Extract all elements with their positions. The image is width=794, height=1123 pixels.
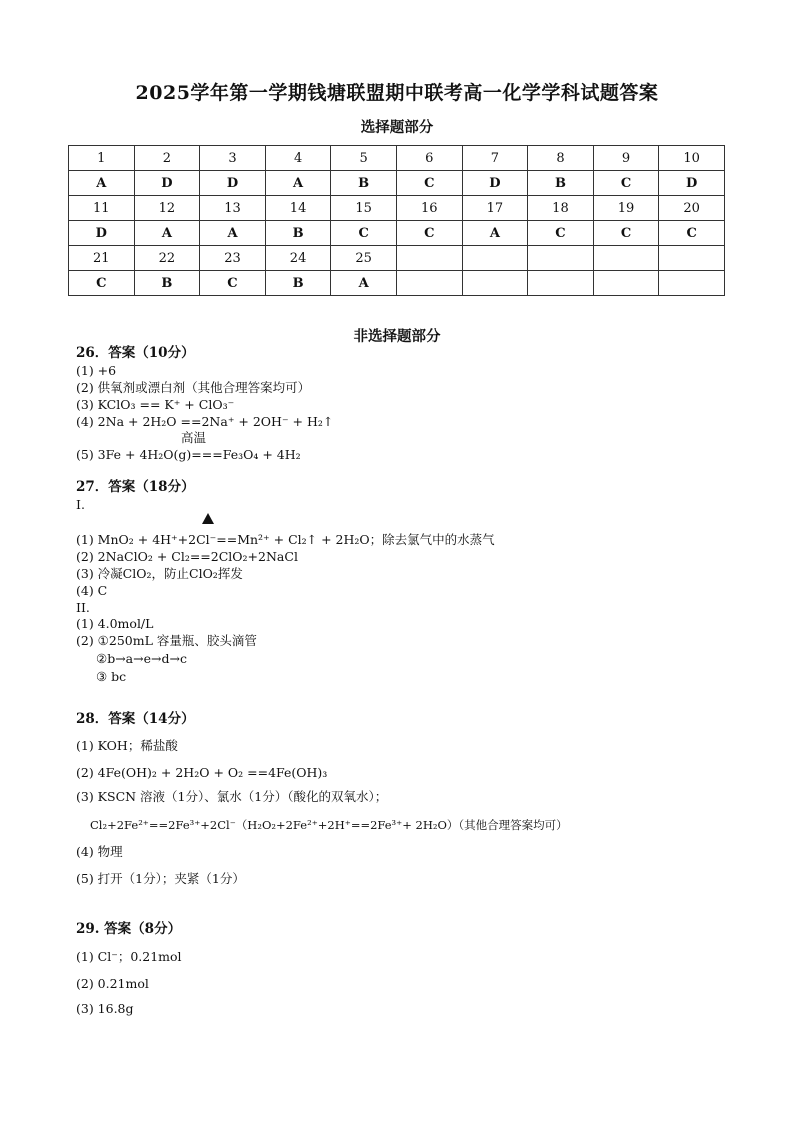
answer-cell: A [69, 171, 135, 196]
question-number-cell: 9 [593, 146, 659, 171]
question-number-cell: 3 [200, 146, 266, 171]
question-number-cell: 2 [134, 146, 200, 171]
q26-answer-4: (4) 2Na + 2H₂O ==2Na⁺ + 2OH⁻ + H₂↑ [76, 414, 334, 429]
question-number-cell: 13 [200, 196, 266, 221]
question-number-cell: 14 [265, 196, 331, 221]
q29-answer-3: (3) 16.8g [76, 1001, 134, 1016]
answer-cell [528, 271, 594, 296]
question-number-cell: 17 [462, 196, 528, 221]
answer-row [69, 171, 725, 196]
q27-part-1: I. [76, 497, 85, 512]
q28-header: 28．答案（14分） [76, 711, 195, 727]
answer-cell: A [200, 221, 266, 246]
question-number-cell: 10 [659, 146, 725, 171]
question-number-cell: 19 [593, 196, 659, 221]
q28-answer-3-equation: Cl₂+2Fe²⁺==2Fe³⁺+2Cl⁻（H₂O₂+2Fe²⁺+2H⁺==2Fe³⁺+ 2H₂O）（其他合理答案均可） [90, 818, 568, 832]
answer-row [69, 271, 725, 296]
question-number-cell: 18 [528, 196, 594, 221]
question-number-row [69, 196, 725, 221]
answer-cell: A [331, 271, 397, 296]
answer-cell: D [200, 171, 266, 196]
question-number-cell: 16 [396, 196, 462, 221]
answer-cell: B [331, 171, 397, 196]
answer-cell: C [331, 221, 397, 246]
q29-header: 29. 答案（8分） [76, 921, 182, 937]
question-number-cell [528, 246, 594, 271]
answer-cell: C [200, 271, 266, 296]
q27-answer-3: (3) 冷凝ClO₂，防止ClO₂挥发 [76, 566, 243, 581]
answer-cell: D [462, 171, 528, 196]
choice-answer-table [68, 145, 725, 296]
q27-answer-5: (1) 4.0mol/L [76, 616, 154, 631]
q29-answer-2: (2) 0.21mol [76, 976, 149, 991]
question-number-cell: 20 [659, 196, 725, 221]
q26-reaction-condition: 高温 [181, 430, 207, 445]
answer-cell: C [528, 221, 594, 246]
question-number-cell [462, 246, 528, 271]
q29-answer-1: (1) Cl⁻；0.21mol [76, 949, 182, 964]
answer-cell: B [265, 271, 331, 296]
question-number-cell [593, 246, 659, 271]
question-number-cell [396, 246, 462, 271]
answer-cell: D [69, 221, 135, 246]
q28-answer-3: (3) KSCN 溶液（1分）、氯水（1分）（酸化的双氧水）； [76, 789, 388, 804]
q26-answer-2: (2) 供氧剂或漂白剂（其他合理答案均可） [76, 380, 311, 395]
heating-triangle-icon [202, 513, 214, 524]
question-number-cell: 22 [134, 246, 200, 271]
q27-part-2: II. [76, 600, 90, 615]
answer-cell: A [134, 221, 200, 246]
question-number-cell: 15 [331, 196, 397, 221]
q28-answer-5: (5) 打开（1分）；夹紧（1分） [76, 871, 245, 886]
q27-answer-4: (4) C [76, 583, 108, 598]
question-number-cell [659, 246, 725, 271]
q26-answer-1: (1) +6 [76, 363, 117, 378]
answer-cell: A [265, 171, 331, 196]
q27-answer-7: ②b→a→e→d→c [96, 651, 187, 666]
answer-cell: D [659, 171, 725, 196]
q27-header: 27．答案（18分） [76, 479, 195, 495]
q27-answer-6: (2) ①250mL 容量瓶、胶头滴管 [76, 633, 257, 648]
answer-cell [659, 271, 725, 296]
q28-answer-1: (1) KOH；稀盐酸 [76, 738, 178, 753]
question-number-cell: 6 [396, 146, 462, 171]
answer-cell: A [462, 221, 528, 246]
answer-cell: C [396, 171, 462, 196]
answer-cell: C [396, 221, 462, 246]
question-number-row [69, 246, 725, 271]
question-number-cell: 24 [265, 246, 331, 271]
question-number-cell: 7 [462, 146, 528, 171]
q26-answer-5: (5) 3Fe + 4H₂O(g)===Fe₃O₄ + 4H₂ [76, 447, 301, 462]
answer-cell: D [134, 171, 200, 196]
answer-cell: B [134, 271, 200, 296]
question-number-cell: 11 [69, 196, 135, 221]
question-number-cell: 1 [69, 146, 135, 171]
answer-cell: B [528, 171, 594, 196]
section-heading-nonchoice: 非选择题部分 [353, 328, 441, 345]
q27-answer-1: (1) MnO₂ + 4H⁺+2Cl⁻==Mn²⁺ + Cl₂↑ + 2H₂O；除去氯气中的水蒸气 [76, 532, 495, 547]
q26-header: 26．答案（10分） [76, 345, 195, 361]
section-heading-choice: 选择题部分 [360, 119, 434, 136]
answer-cell [593, 271, 659, 296]
question-number-cell: 12 [134, 196, 200, 221]
question-number-cell: 23 [200, 246, 266, 271]
answer-cell: C [659, 221, 725, 246]
q28-answer-4: (4) 物理 [76, 844, 123, 859]
question-number-cell: 8 [528, 146, 594, 171]
answer-cell: B [265, 221, 331, 246]
question-number-row [69, 146, 725, 171]
question-number-cell: 21 [69, 246, 135, 271]
q27-answer-8: ③ bc [96, 669, 127, 684]
q28-answer-2: (2) 4Fe(OH)₂ + 2H₂O + O₂ ==4Fe(OH)₃ [76, 765, 328, 780]
answer-row [69, 221, 725, 246]
answer-cell: C [593, 221, 659, 246]
question-number-cell: 25 [331, 246, 397, 271]
question-number-cell: 5 [331, 146, 397, 171]
question-number-cell: 4 [265, 146, 331, 171]
answer-cell: C [69, 271, 135, 296]
q27-answer-2: (2) 2NaClO₂ + Cl₂==2ClO₂+2NaCl [76, 549, 298, 564]
answer-cell [396, 271, 462, 296]
answer-cell: C [593, 171, 659, 196]
q26-answer-3: (3) KClO₃ == K⁺ + ClO₃⁻ [76, 397, 235, 412]
answer-cell [462, 271, 528, 296]
page-title: 2025学年第一学期钱塘联盟期中联考高一化学学科试题答案 [135, 82, 659, 104]
